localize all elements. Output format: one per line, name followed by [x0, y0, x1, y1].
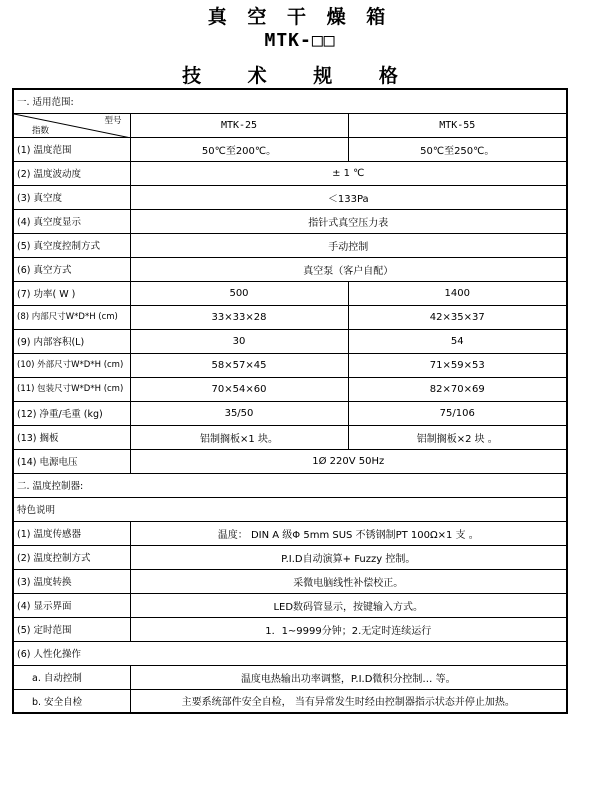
controller-value: 1．1~9999分钟；2.无定时连续运行: [130, 617, 567, 641]
spec-value-model-2: 54: [348, 329, 567, 353]
spec-value-model-1: 35/50: [130, 401, 348, 425]
spec-row: [13, 137, 567, 161]
spec-value-model-1: 500: [130, 281, 348, 305]
ux-row: [13, 689, 567, 713]
spec-value-model-1: 50℃至200℃。: [130, 137, 348, 161]
model-1-header: MTK-25: [130, 113, 348, 137]
spec-row: [13, 329, 567, 353]
spec-value-model-1: 58×57×45: [130, 353, 348, 377]
ux-label: a. 自动控制: [13, 665, 130, 689]
spec-value-model-2: 71×59×53: [348, 353, 567, 377]
spec-row: [13, 401, 567, 425]
spec-value-model-2: 50℃至250℃。: [348, 137, 567, 161]
ux-label: b. 安全自检: [13, 689, 130, 713]
spec-label: (11) 包装尺寸W*D*H (cm): [13, 377, 130, 401]
spec-row: [13, 161, 567, 185]
controller-row: [13, 521, 567, 545]
spec-value-model-1: 33×33×28: [130, 305, 348, 329]
spec-label: (12) 净重/毛重 (kg): [13, 401, 130, 425]
controller-label: (1) 温度传感器: [13, 521, 130, 545]
table-header-row: [13, 113, 567, 137]
spec-row: [13, 281, 567, 305]
spec-label: (5) 真空度控制方式: [13, 233, 130, 257]
features-title: 特色说明: [13, 497, 567, 521]
spec-label: (6) 真空方式: [13, 257, 130, 281]
controller-label: (3) 温度转换: [13, 569, 130, 593]
spec-value: ± 1 ℃: [130, 161, 567, 185]
spec-value-model-2: 75/106: [348, 401, 567, 425]
spec-table: [12, 88, 568, 714]
spec-label: (10) 外部尺寸W*D*H (cm): [13, 353, 130, 377]
spec-value-model-1: 30: [130, 329, 348, 353]
spec-label: (14) 电源电压: [13, 449, 130, 473]
model-header-label: 型号: [104, 115, 122, 126]
controller-label: (5) 定时范围: [13, 617, 130, 641]
section-2-title: 二. 温度控制器:: [13, 473, 567, 497]
diagonal-header-cell: [13, 113, 130, 137]
document-title: 真 空 干 燥 箱: [207, 6, 393, 28]
spec-row: [13, 377, 567, 401]
model-2-header: MTK-55: [348, 113, 567, 137]
param-header-label: 指数: [32, 125, 50, 136]
ux-value: 主要系统部件安全自检， 当有异常发生时经由控制器指示状态并停止加热。: [130, 689, 567, 713]
spec-value-model-1: 70×54×60: [130, 377, 348, 401]
controller-row: [13, 593, 567, 617]
ux-row: [13, 665, 567, 689]
controller-row: [13, 569, 567, 593]
controller-row: [13, 545, 567, 569]
spec-row: [13, 425, 567, 449]
spec-value-model-1: 铝制搁板×1 块。: [130, 425, 348, 449]
spec-row: [13, 305, 567, 329]
spec-label: (4) 真空度显示: [13, 209, 130, 233]
controller-value: 采微电脑线性补偿校正。: [130, 569, 567, 593]
controller-label: (2) 温度控制方式: [13, 545, 130, 569]
spec-row: [13, 257, 567, 281]
section-row: [13, 473, 567, 497]
ux-title: (6) 人性化操作: [13, 641, 567, 665]
spec-value-model-2: 42×35×37: [348, 305, 567, 329]
controller-value: 温度： DIN A 级Φ 5mm SUS 不锈钢制PT 100Ω×1 支 。: [130, 521, 567, 545]
controller-row: [13, 617, 567, 641]
spec-value: 手动控制: [130, 233, 567, 257]
spec-row: [13, 209, 567, 233]
controller-value: LED数码管显示，按键输入方式。: [130, 593, 567, 617]
spec-label: (13) 搁板: [13, 425, 130, 449]
spec-label: (9) 内部容积(L): [13, 329, 130, 353]
spec-value: 指针式真空压力表: [130, 209, 567, 233]
spec-value: ＜133Pa: [130, 185, 567, 209]
spec-value: 1Ø 220V 50Hz: [130, 449, 567, 473]
section-row: [13, 497, 567, 521]
spec-value-model-2: 铝制搁板×2 块 。: [348, 425, 567, 449]
model-number: MTK-□□: [264, 30, 336, 51]
spec-value-model-2: 82×70×69: [348, 377, 567, 401]
controller-value: P.I.D自动演算+ Fuzzy 控制。: [130, 545, 567, 569]
section-row: [13, 641, 567, 665]
spec-label: (3) 真空度: [13, 185, 130, 209]
spec-subtitle: 技 术 规 格: [182, 65, 418, 87]
spec-value-model-2: 1400: [348, 281, 567, 305]
spec-row: [13, 233, 567, 257]
spec-label: (7) 功率( W ): [13, 281, 130, 305]
spec-label: (2) 温度波动度: [13, 161, 130, 185]
spec-label: (1) 温度范围: [13, 137, 130, 161]
spec-row: [13, 353, 567, 377]
spec-label: (8) 内部尺寸W*D*H (cm): [13, 305, 130, 329]
spec-value: 真空泵（客户自配）: [130, 257, 567, 281]
spec-row: [13, 449, 567, 473]
controller-label: (4) 显示界面: [13, 593, 130, 617]
ux-value: 温度电热输出功率调整，P.I.D微积分控制… 等。: [130, 665, 567, 689]
spec-row: [13, 185, 567, 209]
section-row: [13, 89, 567, 113]
section-1-title: 一. 适用范围:: [13, 89, 567, 113]
